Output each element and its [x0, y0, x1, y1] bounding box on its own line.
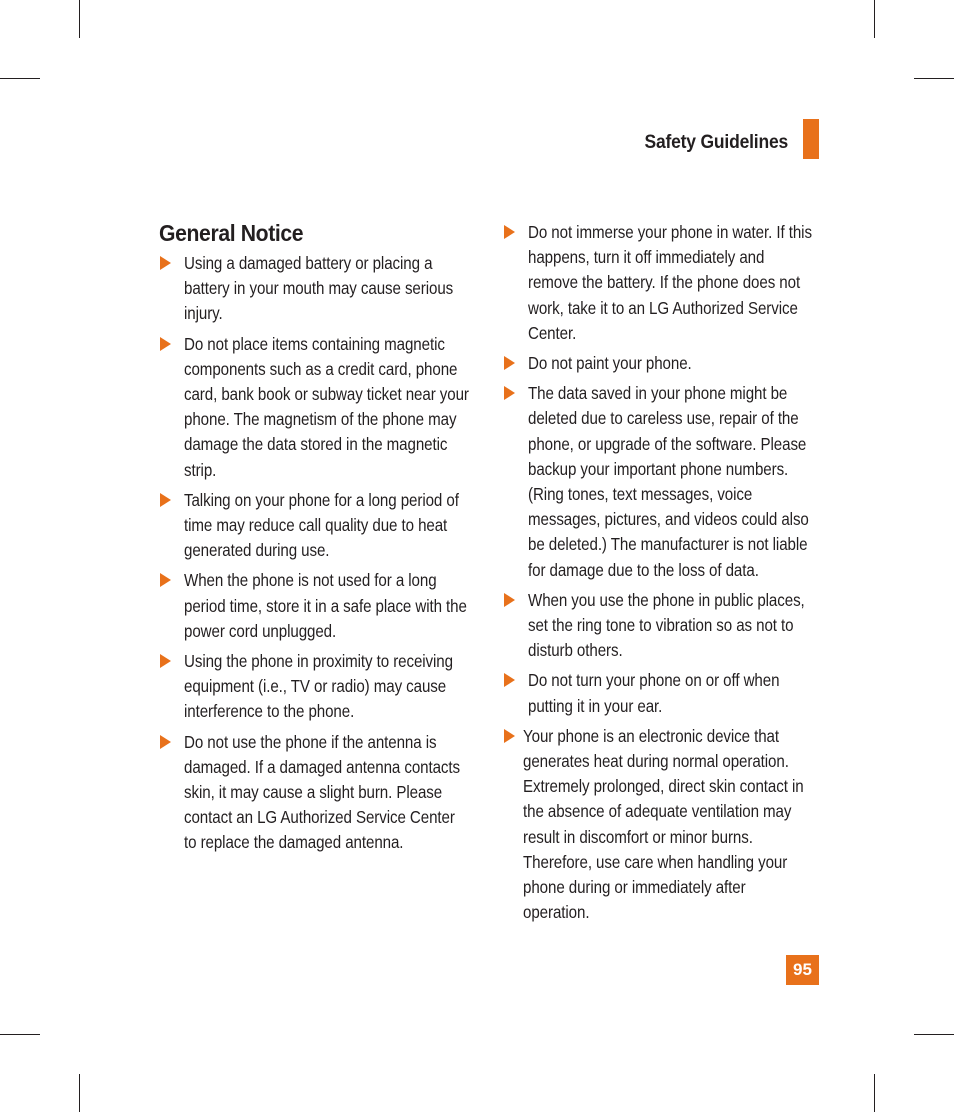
- crop-mark-bottom-left-horizontal: [0, 1034, 40, 1035]
- crop-mark-top-left-horizontal: [0, 78, 40, 79]
- list-item-text: Using a damaged battery or placing a battery in your mouth may cause serious injury.: [184, 253, 454, 324]
- list-item-text: Your phone is an electronic device that generates heat during normal operation. Extremely prolonged, direct skin contact in the absence of adequate ventilation may result in discomfort or minor burns. Therefore, use care when handling your phone during or immediately after operation.: [523, 725, 804, 923]
- list-item-text: Do not paint your phone.: [528, 353, 692, 374]
- crop-mark-top-right-horizontal: [914, 78, 954, 79]
- list-item: [528, 381, 822, 583]
- page-number-badge: 95: [786, 955, 819, 985]
- bullet-arrow-icon: [160, 493, 171, 507]
- list-item-text: Do not immerse your phone in water. If this happens, turn it off immediately and remove the battery. If the phone does not work, take it to an LG Authorized Service Center.: [528, 222, 812, 343]
- list-item-text: Using the phone in proximity to receiving equipment (i.e., TV or radio) may cause interference to the phone.: [184, 651, 453, 722]
- bullet-arrow-icon: [160, 256, 171, 270]
- list-item: [528, 588, 822, 664]
- bullet-arrow-icon: [160, 337, 171, 351]
- list-item: [184, 332, 479, 483]
- list-item-text: When the phone is not used for a long period time, store it in a safe place with the power cord unplugged.: [184, 570, 467, 641]
- list-item: [528, 351, 822, 376]
- list-item: [184, 649, 479, 725]
- right-column-list: [523, 220, 822, 930]
- crop-mark-top-left-vertical: [79, 0, 80, 38]
- bullet-arrow-icon: [504, 386, 515, 400]
- list-item-text: Do not place items containing magnetic components such as a credit card, phone card, bank book or subway ticket near your phone. The magnetism of the phone may damage the data stored in the magnetic strip.: [184, 333, 469, 480]
- list-item: [184, 568, 479, 644]
- crop-mark-bottom-right-horizontal: [914, 1034, 954, 1035]
- crop-mark-bottom-left-vertical: [79, 1074, 80, 1112]
- bullet-arrow-icon: [504, 673, 515, 687]
- list-item-text: Do not use the phone if the antenna is damaged. If a damaged antenna contacts skin, it may cause a slight burn. Please contact an LG Authorized Service Center to replace the damaged antenna.: [184, 731, 461, 853]
- bullet-arrow-icon: [504, 729, 515, 743]
- list-item: [528, 668, 822, 718]
- page-title: General Notice: [159, 220, 304, 246]
- list-item-text: When you use the phone in public places, set the ring tone to vibration so as not to disturb others.: [528, 589, 805, 661]
- list-item: [184, 730, 479, 856]
- list-item-text: Do not turn your phone on or off when putting it in your ear.: [528, 670, 780, 716]
- section-header-label: Safety Guidelines: [644, 132, 788, 153]
- crop-mark-bottom-right-vertical: [874, 1074, 875, 1112]
- list-item: [184, 251, 479, 327]
- header-accent-bar: [803, 119, 819, 159]
- bullet-arrow-icon: [504, 356, 515, 370]
- bullet-arrow-icon: [160, 735, 171, 749]
- list-item-text: The data saved in your phone might be deleted due to careless use, repair of the phone, or upgrade of the software. Please backup your important phone numbers. (Ring tones, text messages, voice messages, pictures, and videos could also be deleted.) The manufacturer is not liable for damage due to the loss of data.: [528, 383, 809, 580]
- list-item: [528, 220, 822, 346]
- bullet-arrow-icon: [160, 654, 171, 668]
- crop-mark-top-right-vertical: [874, 0, 875, 38]
- bullet-arrow-icon: [160, 573, 171, 587]
- bullet-arrow-icon: [504, 225, 515, 239]
- list-item-text: Talking on your phone for a long period of time may reduce call quality due to heat generated during use.: [184, 489, 459, 561]
- left-column-list: [184, 251, 479, 861]
- list-item: [184, 488, 479, 564]
- list-item: [523, 724, 822, 926]
- bullet-arrow-icon: [504, 593, 515, 607]
